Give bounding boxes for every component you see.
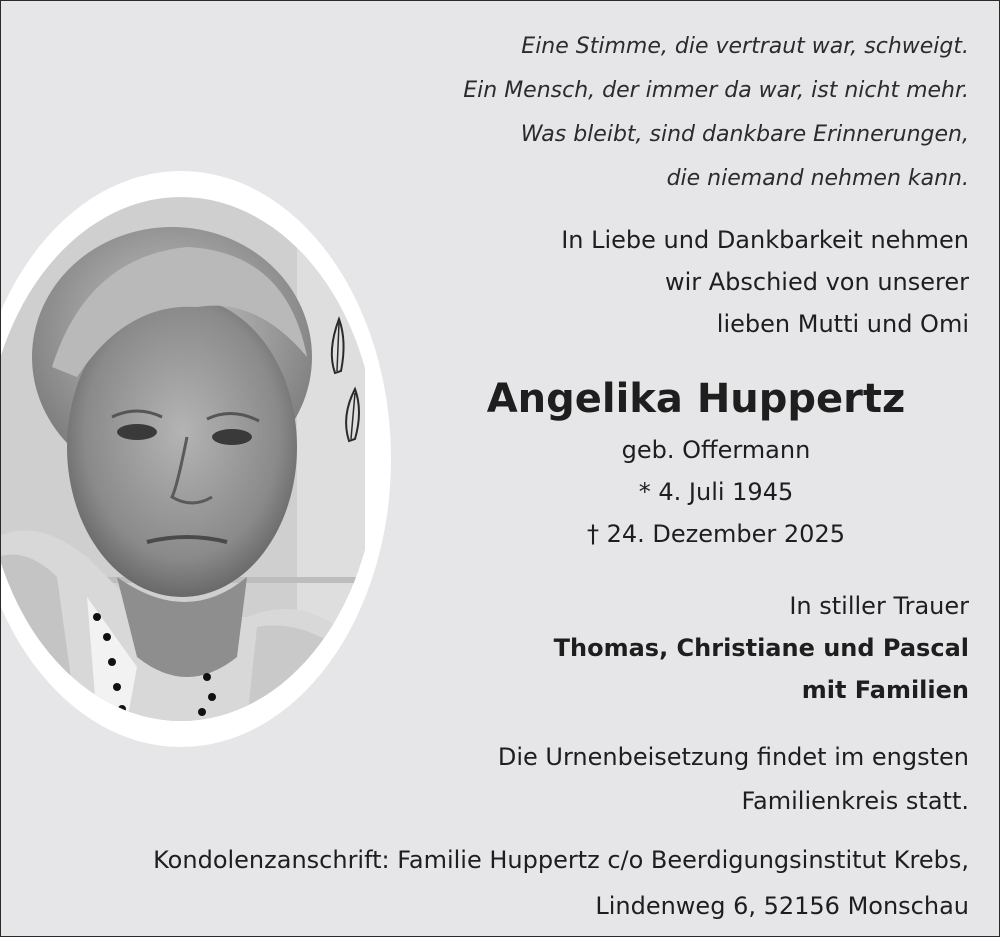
burial-line: Die Urnenbeisetzung findet im engsten <box>497 743 969 771</box>
poem-line: Eine Stimme, die vertraut war, schweigt. <box>521 34 969 59</box>
address-line: Kondolenzanschrift: Familie Huppertz c/o Beerdigungsinstitut Krebs, <box>153 846 969 874</box>
mourners <box>554 585 969 711</box>
portrait-photo <box>0 197 365 721</box>
birth-date: * 4. Juli 1945 <box>638 478 794 506</box>
intro-line: In Liebe und Dankbarkeit nehmen <box>561 226 969 254</box>
poem-line: die niemand nehmen kann. <box>666 166 969 191</box>
maiden-name: geb. Offermann <box>621 436 811 464</box>
intro-line: wir Abschied von unserer <box>664 268 969 296</box>
burial-line: Familienkreis statt. <box>741 787 969 815</box>
poem <box>463 25 969 201</box>
feather-icon <box>321 311 371 451</box>
mourners-names: Thomas, Christiane und Pascal <box>553 634 969 662</box>
condolence-address <box>153 837 969 929</box>
address-line: Lindenweg 6, 52156 Monschau <box>595 892 969 920</box>
life-dates <box>501 429 931 555</box>
deceased-name: Angelika Huppertz <box>486 376 906 422</box>
mourners-families: mit Familien <box>801 676 969 704</box>
intro-line: lieben Mutti und Omi <box>716 310 969 338</box>
mourners-heading: In stiller Trauer <box>789 592 969 620</box>
intro-text <box>561 219 969 345</box>
poem-line: Was bleibt, sind dankbare Erinnerungen, <box>520 122 969 147</box>
burial-notice <box>498 735 969 823</box>
death-date: † 24. Dezember 2025 <box>587 520 845 548</box>
poem-line: Ein Mensch, der immer da war, ist nicht mehr. <box>463 78 969 103</box>
